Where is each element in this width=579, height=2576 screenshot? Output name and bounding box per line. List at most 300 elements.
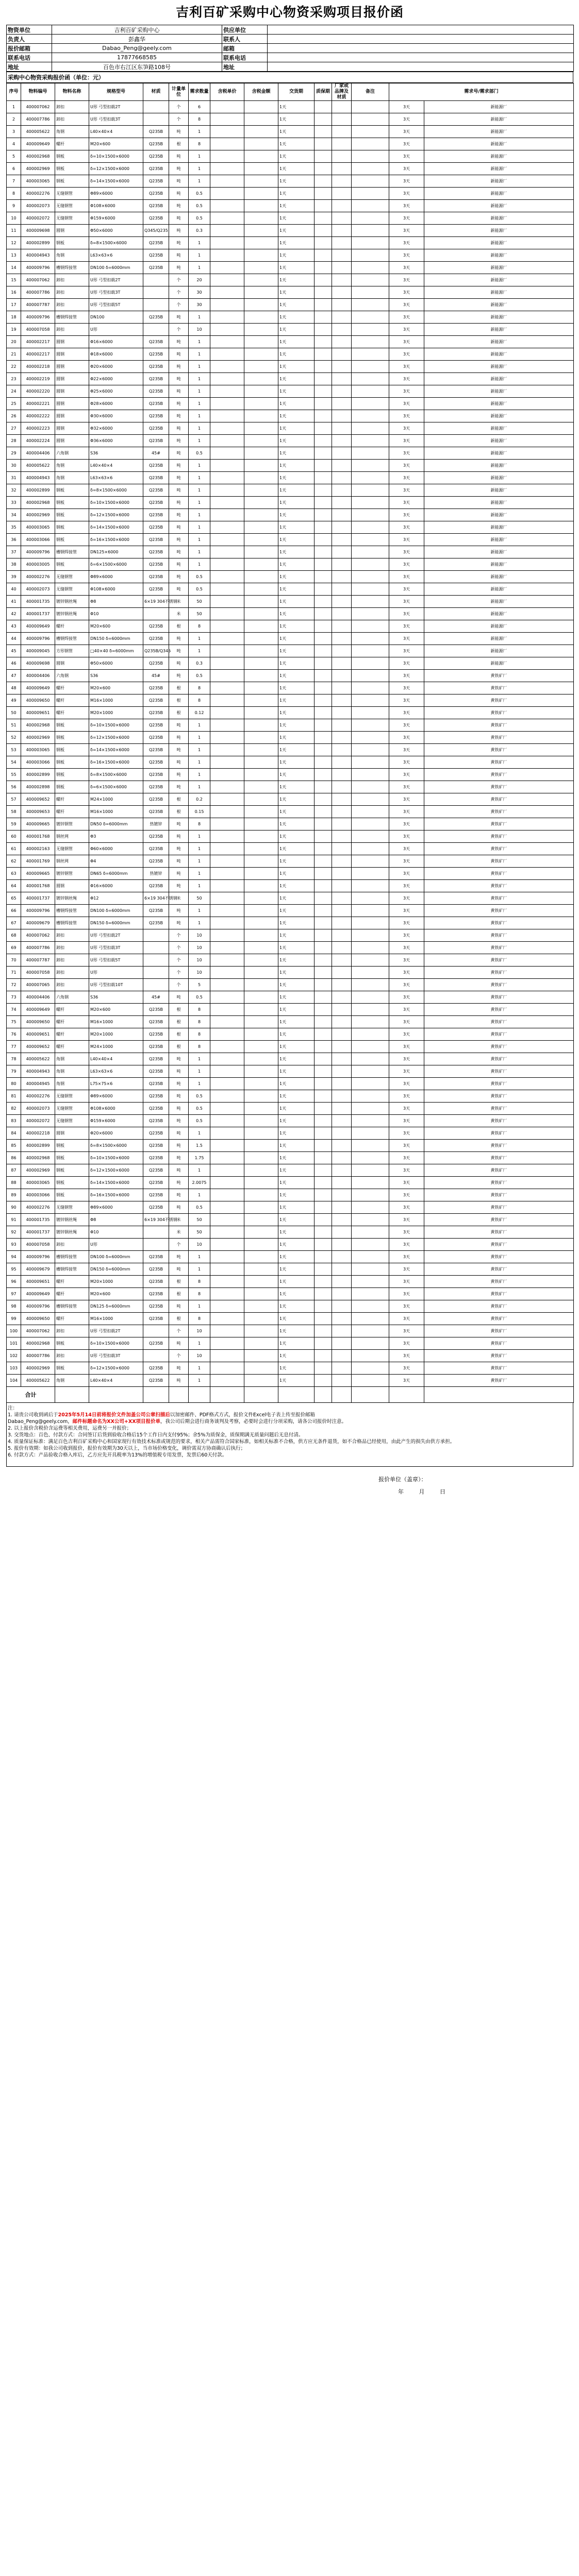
table-row	[7, 1065, 574, 1078]
total-cell	[332, 1387, 352, 1403]
requisition-dept: 黄铁矿厂	[424, 1337, 574, 1350]
material-code: 400003065	[21, 521, 55, 534]
material: Q235B	[143, 1263, 169, 1276]
row-no: 46	[7, 657, 21, 670]
row-no: 90	[7, 1201, 21, 1214]
spec: Φ108×6000	[89, 583, 143, 596]
warranty-days: 3天	[389, 608, 424, 620]
material-code: 400001735	[21, 1214, 55, 1226]
brand	[332, 200, 352, 212]
total-cell	[244, 1387, 278, 1403]
note-1-part-b: 以加密邮件、PDF格式方式，报价文件Excel电子表上传至报价邮箱	[170, 1412, 316, 1418]
warranty	[315, 497, 332, 509]
brand	[332, 1276, 352, 1288]
unit: 吨	[169, 1127, 189, 1140]
warranty-days: 3天	[389, 1103, 424, 1115]
unit: 吨	[169, 1078, 189, 1090]
spec: DN150 δ=6000mm	[89, 917, 143, 929]
unit-price	[210, 769, 244, 781]
remark	[352, 1226, 389, 1239]
row-no: 83	[7, 1115, 21, 1127]
amount	[244, 175, 278, 188]
delivery-time: 1天	[278, 670, 315, 682]
requisition-dept: 黄铁矿厂	[424, 818, 574, 831]
brand	[332, 942, 352, 954]
material-code: 400007786	[21, 942, 55, 954]
material-code: 400004943	[21, 1065, 55, 1078]
unit-price	[210, 596, 244, 608]
delivery-time: 1天	[278, 756, 315, 769]
requisition-dept: 黄铁矿厂	[424, 1288, 574, 1300]
unit: 吨	[169, 1103, 189, 1115]
spec: δ=16×1500×6000	[89, 756, 143, 769]
table-row	[7, 1164, 574, 1177]
warranty	[315, 1103, 332, 1115]
row-no: 22	[7, 361, 21, 373]
material-name: 钢板	[55, 1152, 89, 1164]
material-name: 螺杆	[55, 1028, 89, 1041]
spec: δ=14×1500×6000	[89, 1177, 143, 1189]
quantity: 0.5	[189, 212, 210, 225]
material-code: 400007058	[21, 1239, 55, 1251]
row-no: 76	[7, 1028, 21, 1041]
unit: 吨	[169, 150, 189, 163]
material-code: 400007065	[21, 979, 55, 991]
table-row	[7, 1337, 574, 1350]
unit-price	[210, 991, 244, 1004]
row-no: 75	[7, 1016, 21, 1028]
warranty-days: 3天	[389, 534, 424, 546]
warranty	[315, 608, 332, 620]
material: Q235B	[143, 311, 169, 324]
requisition-dept: 黄铁矿厂	[424, 1164, 574, 1177]
material-name: 圆钢	[55, 398, 89, 410]
table-row	[7, 558, 574, 571]
delivery-time: 1天	[278, 905, 315, 917]
table-row	[7, 1028, 574, 1041]
material-name: 槽钢焊接管	[55, 546, 89, 558]
warranty-days: 3天	[389, 274, 424, 286]
quantity: 8	[189, 1276, 210, 1288]
warranty-days: 3天	[389, 1041, 424, 1053]
amount	[244, 942, 278, 954]
spec: δ=10×1500×6000	[89, 1337, 143, 1350]
remark	[352, 818, 389, 831]
amount	[244, 954, 278, 967]
spec: L63×63×6	[89, 472, 143, 484]
amount	[244, 707, 278, 719]
phone2-value	[268, 53, 574, 62]
material	[143, 954, 169, 967]
delivery-time: 1天	[278, 694, 315, 707]
amount	[244, 1189, 278, 1201]
row-no: 64	[7, 880, 21, 892]
warranty-days: 3天	[389, 398, 424, 410]
material-name: 螺杆	[55, 1041, 89, 1053]
unit: 个	[169, 1350, 189, 1362]
requisition-dept: 新能源厂	[424, 571, 574, 583]
warranty	[315, 460, 332, 472]
unit: 个	[169, 929, 189, 942]
remark	[352, 1263, 389, 1276]
unit: 根	[169, 682, 189, 694]
row-no: 20	[7, 336, 21, 348]
remark	[352, 1004, 389, 1016]
material-name: 无缝钢管	[55, 212, 89, 225]
requisition-dept: 新能源厂	[424, 225, 574, 237]
remark	[352, 892, 389, 905]
amount	[244, 793, 278, 806]
note-1-deadline: 2025年5月14日前将报价文件加盖公司公章扫描后	[58, 1412, 170, 1418]
delivery-time: 1天	[278, 385, 315, 398]
material-code: 400005622	[21, 1375, 55, 1387]
requisition-dept: 黄铁矿厂	[424, 1004, 574, 1016]
warranty-days: 3天	[389, 113, 424, 126]
spec: δ=10×1500×6000	[89, 1152, 143, 1164]
unit: 吨	[169, 917, 189, 929]
delivery-time: 1天	[278, 1337, 315, 1350]
material-code: 400002073	[21, 1103, 55, 1115]
brand	[332, 299, 352, 311]
material-code: 400005622	[21, 126, 55, 138]
spec: S36	[89, 670, 143, 682]
material	[143, 929, 169, 942]
quantity: 1.5	[189, 1140, 210, 1152]
remark	[352, 608, 389, 620]
unit: 根	[169, 1276, 189, 1288]
total-cell	[352, 1387, 389, 1403]
quantity: 0.5	[189, 188, 210, 200]
material: Q235B	[143, 484, 169, 497]
table-row	[7, 497, 574, 509]
unit: 吨	[169, 769, 189, 781]
unit-price	[210, 398, 244, 410]
remark	[352, 188, 389, 200]
brand	[332, 1375, 352, 1387]
table-row	[7, 1325, 574, 1337]
amount	[244, 855, 278, 868]
warranty	[315, 1041, 332, 1053]
table-row	[7, 398, 574, 410]
unit: 米	[169, 1214, 189, 1226]
warranty	[315, 422, 332, 435]
warranty	[315, 472, 332, 484]
unit: 吨	[169, 732, 189, 744]
quantity: 1	[189, 484, 210, 497]
quantity: 1	[189, 558, 210, 571]
unit: 吨	[169, 781, 189, 793]
spec: DN100 δ=6000mm	[89, 905, 143, 917]
row-no: 53	[7, 744, 21, 756]
amount	[244, 719, 278, 732]
delivery-time: 1天	[278, 1152, 315, 1164]
material-code: 400007058	[21, 967, 55, 979]
brand	[332, 361, 352, 373]
brand	[332, 744, 352, 756]
unit-price	[210, 892, 244, 905]
total-cell	[315, 1387, 332, 1403]
spec: U形 弓型扣载5T	[89, 299, 143, 311]
material-name: 无缝钢管	[55, 188, 89, 200]
requisition-dept: 黄铁矿厂	[424, 1103, 574, 1115]
spec: Φ22×6000	[89, 373, 143, 385]
material-code: 400002217	[21, 348, 55, 361]
unit: 吨	[169, 991, 189, 1004]
table-row	[7, 385, 574, 398]
amount	[244, 744, 278, 756]
material-code: 400002969	[21, 1164, 55, 1177]
requisition-dept: 黄铁矿厂	[424, 707, 574, 719]
col-no-header: 序号	[7, 83, 21, 101]
delivery-time: 1天	[278, 447, 315, 460]
unit: 根	[169, 806, 189, 818]
brand	[332, 929, 352, 942]
material	[143, 979, 169, 991]
delivery-time: 1天	[278, 633, 315, 645]
table-row	[7, 942, 574, 954]
delivery-time: 1天	[278, 831, 315, 843]
warranty-days: 3天	[389, 1226, 424, 1239]
quantity: 10	[189, 929, 210, 942]
brand	[332, 188, 352, 200]
delivery-time: 1天	[278, 719, 315, 732]
quantity: 1	[189, 1337, 210, 1350]
warranty	[315, 484, 332, 497]
date-line	[398, 1487, 445, 1496]
material: Q235B	[143, 905, 169, 917]
amount	[244, 212, 278, 225]
warranty-days: 3天	[389, 1214, 424, 1226]
delivery-time: 1天	[278, 1140, 315, 1152]
warranty-days: 3天	[389, 1288, 424, 1300]
row-no: 24	[7, 385, 21, 398]
remark	[352, 163, 389, 175]
requisition-dept: 黄铁矿厂	[424, 1053, 574, 1065]
amount	[244, 1065, 278, 1078]
email-label: 报价邮箱	[7, 44, 52, 53]
material-name: 螺杆	[55, 620, 89, 633]
row-no: 66	[7, 905, 21, 917]
material-name: 螺杆	[55, 793, 89, 806]
material: Q235B	[143, 843, 169, 855]
delivery-time: 1天	[278, 274, 315, 286]
material-code: 400002898	[21, 781, 55, 793]
row-no: 69	[7, 942, 21, 954]
requisition-dept: 新能源厂	[424, 422, 574, 435]
requisition-dept: 黄铁矿厂	[424, 806, 574, 818]
table-row	[7, 101, 574, 113]
remark	[352, 657, 389, 670]
material: Q235B	[143, 620, 169, 633]
brand	[332, 608, 352, 620]
amount	[244, 1152, 278, 1164]
remark	[352, 286, 389, 299]
delivery-time: 1天	[278, 175, 315, 188]
spec: U形 弓型扣载3T	[89, 1350, 143, 1362]
warranty	[315, 1164, 332, 1177]
material-code: 400001768	[21, 880, 55, 892]
delivery-time: 1天	[278, 657, 315, 670]
brand	[332, 348, 352, 361]
row-no: 17	[7, 299, 21, 311]
amount	[244, 1375, 278, 1387]
material-code: 400009651	[21, 707, 55, 719]
supplier-value	[268, 25, 574, 35]
amount	[244, 237, 278, 249]
spec: L40×40×4	[89, 1375, 143, 1387]
warranty-days: 3天	[389, 991, 424, 1004]
unit: 吨	[169, 521, 189, 534]
material-name: 卸扣	[55, 113, 89, 126]
material: Q235B	[143, 497, 169, 509]
material: Q235B	[143, 373, 169, 385]
row-no: 72	[7, 979, 21, 991]
unit-price	[210, 1189, 244, 1201]
remark	[352, 645, 389, 657]
material: Q235B	[143, 1152, 169, 1164]
remark	[352, 1164, 389, 1177]
requisition-dept: 黄铁矿厂	[424, 1350, 574, 1362]
requisition-dept: 新能源厂	[424, 150, 574, 163]
unit: 个	[169, 101, 189, 113]
material: Q235B	[143, 732, 169, 744]
warranty	[315, 546, 332, 558]
table-row	[7, 991, 574, 1004]
warranty-days: 3天	[389, 1127, 424, 1140]
amount	[244, 447, 278, 460]
table-row	[7, 793, 574, 806]
quotation-document	[6, 0, 573, 1498]
unit: 吨	[169, 670, 189, 682]
amount	[244, 311, 278, 324]
material-code: 400002218	[21, 361, 55, 373]
material: 热镀锌	[143, 818, 169, 831]
warranty	[315, 212, 332, 225]
warranty-days: 3天	[389, 1375, 424, 1387]
material-name: 槽钢焊接管	[55, 262, 89, 274]
spec: Φ159×6000	[89, 212, 143, 225]
spec: L40×40×4	[89, 460, 143, 472]
spec: U形 弓型扣载2T	[89, 1325, 143, 1337]
amount	[244, 806, 278, 818]
unit: 吨	[169, 558, 189, 571]
delivery-time: 1天	[278, 1177, 315, 1189]
remark	[352, 435, 389, 447]
delivery-time: 1天	[278, 732, 315, 744]
table-row	[7, 138, 574, 150]
quantity: 1	[189, 348, 210, 361]
delivery-time: 1天	[278, 917, 315, 929]
table-row	[7, 546, 574, 558]
requisition-dept: 新能源厂	[424, 558, 574, 571]
warranty	[315, 1090, 332, 1103]
material-code: 400009653	[21, 806, 55, 818]
delivery-time: 1天	[278, 1288, 315, 1300]
table-row	[7, 1189, 574, 1201]
material-code: 400009796	[21, 905, 55, 917]
warranty-days: 3天	[389, 843, 424, 855]
material: Q235B	[143, 237, 169, 249]
requisition-dept: 黄铁矿厂	[424, 1028, 574, 1041]
row-no: 26	[7, 410, 21, 422]
items-table	[6, 83, 574, 1403]
warranty-days: 3天	[389, 410, 424, 422]
row-no: 35	[7, 521, 21, 534]
unit: 吨	[169, 855, 189, 868]
row-no: 11	[7, 225, 21, 237]
quantity: 0.5	[189, 1201, 210, 1214]
brand	[332, 1127, 352, 1140]
material-code: 400002899	[21, 484, 55, 497]
unit: 吨	[169, 262, 189, 274]
row-no: 16	[7, 286, 21, 299]
unit: 吨	[169, 163, 189, 175]
unit: 根	[169, 138, 189, 150]
row-no: 70	[7, 954, 21, 967]
material: Q235B	[143, 138, 169, 150]
warranty	[315, 583, 332, 596]
requisition-dept: 新能源厂	[424, 336, 574, 348]
spec: δ=6×1500×6000	[89, 558, 143, 571]
remark	[352, 954, 389, 967]
spec: DN100 δ=6000mm	[89, 262, 143, 274]
table-row	[7, 472, 574, 484]
material-name: 钢板	[55, 1337, 89, 1350]
unit: 吨	[169, 509, 189, 521]
material-code: 400009679	[21, 1263, 55, 1276]
brand	[332, 398, 352, 410]
brand	[332, 781, 352, 793]
remark	[352, 1028, 389, 1041]
delivery-time: 1天	[278, 1053, 315, 1065]
spec: U形 弓型扣载3T	[89, 286, 143, 299]
quantity: 50	[189, 596, 210, 608]
warranty-days: 3天	[389, 509, 424, 521]
requisition-dept: 黄铁矿厂	[424, 694, 574, 707]
quantity: 8	[189, 1016, 210, 1028]
quantity: 1	[189, 769, 210, 781]
material-code: 400003065	[21, 175, 55, 188]
remark	[352, 682, 389, 694]
unit-price	[210, 1090, 244, 1103]
unit: 吨	[169, 435, 189, 447]
remark	[352, 1201, 389, 1214]
delivery-time: 1天	[278, 1214, 315, 1226]
remark	[352, 1288, 389, 1300]
delivery-time: 1天	[278, 1041, 315, 1053]
delivery-time: 1天	[278, 113, 315, 126]
material-code: 400009652	[21, 793, 55, 806]
requisition-dept: 新能源厂	[424, 286, 574, 299]
remark	[352, 373, 389, 385]
brand	[332, 1226, 352, 1239]
remark	[352, 324, 389, 336]
quantity: 1	[189, 781, 210, 793]
table-row	[7, 682, 574, 694]
quantity: 1	[189, 398, 210, 410]
requisition-dept: 新能源厂	[424, 385, 574, 398]
warranty	[315, 1325, 332, 1337]
row-no: 92	[7, 1226, 21, 1239]
quantity: 1	[189, 311, 210, 324]
material-name: 钢板	[55, 1164, 89, 1177]
material-name: 钢板	[55, 150, 89, 163]
brand	[332, 1053, 352, 1065]
quantity: 8	[189, 694, 210, 707]
row-no: 68	[7, 929, 21, 942]
material-code: 400004943	[21, 472, 55, 484]
delivery-time: 1天	[278, 299, 315, 311]
